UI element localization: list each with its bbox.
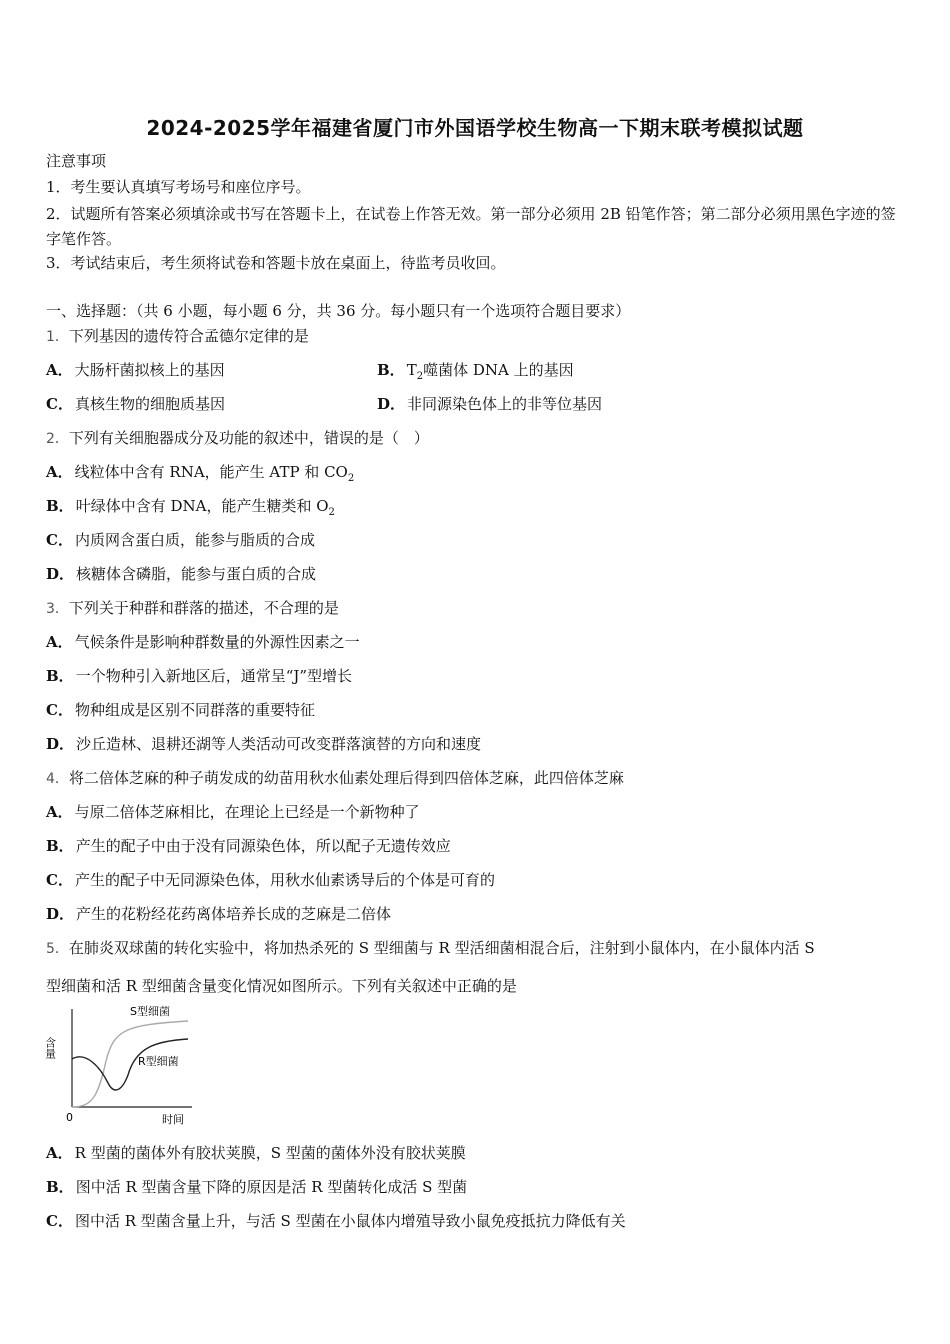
- x-axis-label: 时间: [162, 1113, 184, 1126]
- question-number: 4．: [46, 771, 69, 787]
- question-1-option-b: B． $T_2$噬菌体 DNA 上的基因: [377, 361, 574, 382]
- s-type-label: S型细菌: [130, 1005, 170, 1018]
- question-3-option-b: B． 一个物种引入新地区后，通常呈“J”型增长: [46, 667, 353, 685]
- question-1-option-d: D． 非同源染色体上的非等位基因: [377, 395, 603, 413]
- question-2-option-a: A． 线粒体中含有 RNA，能产生 ATP 和 $CO_2$: [46, 463, 355, 484]
- question-number: 5．: [46, 941, 69, 957]
- section-heading: 一、选择题：（共 6 小题，每小题 6 分，共 36 分。每小题只有一个选项符合题目要求）: [46, 302, 631, 320]
- origin-label: 0: [66, 1111, 73, 1124]
- question-4-option-b: B． 产生的配子中由于没有同源染色体，所以配子无遗传效应: [46, 837, 451, 855]
- question-3-option-a: A． 气候条件是影响种群数量的外源性因素之一: [46, 633, 360, 651]
- r-type-label: R型细菌: [138, 1055, 179, 1068]
- question-2-option-d: D． 核糖体含磷脂，能参与蛋白质的合成: [46, 565, 317, 583]
- question-3-option-d: D． 沙丘造林、退耕还湖等人类活动可改变群落演替的方向和速度: [46, 735, 482, 753]
- notice-heading: 注意事项: [46, 152, 107, 170]
- notice-item-1: 1．考生要认真填写考场号和座位序号。: [46, 178, 311, 196]
- question-5-stem: 5．在肺炎双球菌的转化实验中，将加热杀死的 S 型细菌与 R 型活细菌相混合后，注射到小鼠体内，在小鼠体内活 S: [46, 939, 815, 957]
- page-title: 2024-2025学年福建省厦门市外国语学校生物高一下期末联考模拟试题: [146, 116, 804, 140]
- question-4-option-d: D． 产生的花粉经花药离体培养长成的芝麻是二倍体: [46, 905, 392, 923]
- question-1-option-a: A． 大肠杆菌拟核上的基因: [46, 361, 225, 379]
- notice-item-3: 3．考试结束后，考生须将试卷和答题卡放在桌面上，待监考员收回。: [46, 254, 506, 272]
- question-5-option-a: A． R 型菌的菌体外有胶状荚膜，S 型菌的菌体外没有胶状荚膜: [46, 1144, 466, 1162]
- question-4-option-a: A． 与原二倍体芝麻相比，在理论上已经是一个新物种了: [46, 803, 420, 821]
- question-1-option-c: C． 真核生物的细胞质基因: [46, 395, 225, 413]
- question-5-stem-cont: 型细菌和活 R 型细菌含量变化情况如图所示。下列有关叙述中正确的是: [46, 977, 517, 995]
- bacteria-curve-figure: [43, 1003, 196, 1128]
- question-number: 2．: [46, 431, 69, 447]
- question-2-option-b: B． 叶绿体中含有 DNA，能产生糖类和 $O_2$: [46, 497, 335, 518]
- question-3-stem: 3．下列关于种群和群落的描述，不合理的是: [46, 599, 339, 617]
- question-5-option-b: B． 图中活 R 型菌含量下降的原因是活 R 型菌转化成活 S 型菌: [46, 1178, 468, 1196]
- question-4-stem: 4．将二倍体芝麻的种子萌发成的幼苗用秋水仙素处理后得到四倍体芝麻，此四倍体芝麻: [46, 769, 624, 787]
- question-number: 3．: [46, 601, 69, 617]
- question-number: 1．: [46, 329, 69, 345]
- y-axis-label: 含量: [43, 1037, 57, 1059]
- question-5-option-c: C． 图中活 R 型菌含量上升，与活 S 型菌在小鼠体内增殖导致小鼠免疫抵抗力降低有关: [46, 1212, 626, 1230]
- notice-item-2: 2．试题所有答案必须填涂或书写在答题卡上，在试卷上作答无效。第一部分必须用 2B 铅笔作答；第二部分必须用黑色字迹的签字笔作答。: [46, 205, 896, 248]
- question-1-stem: 1．下列基因的遗传符合孟德尔定律的是: [46, 327, 309, 345]
- question-3-option-c: C． 物种组成是区别不同群落的重要特征: [46, 701, 315, 719]
- question-4-option-c: C． 产生的配子中无同源染色体，用秋水仙素诱导后的个体是可育的: [46, 871, 495, 889]
- question-2-option-c: C． 内质网含蛋白质，能参与脂质的合成: [46, 531, 315, 549]
- question-2-stem: 2．下列有关细胞器成分及功能的叙述中，错误的是（ ）: [46, 429, 429, 447]
